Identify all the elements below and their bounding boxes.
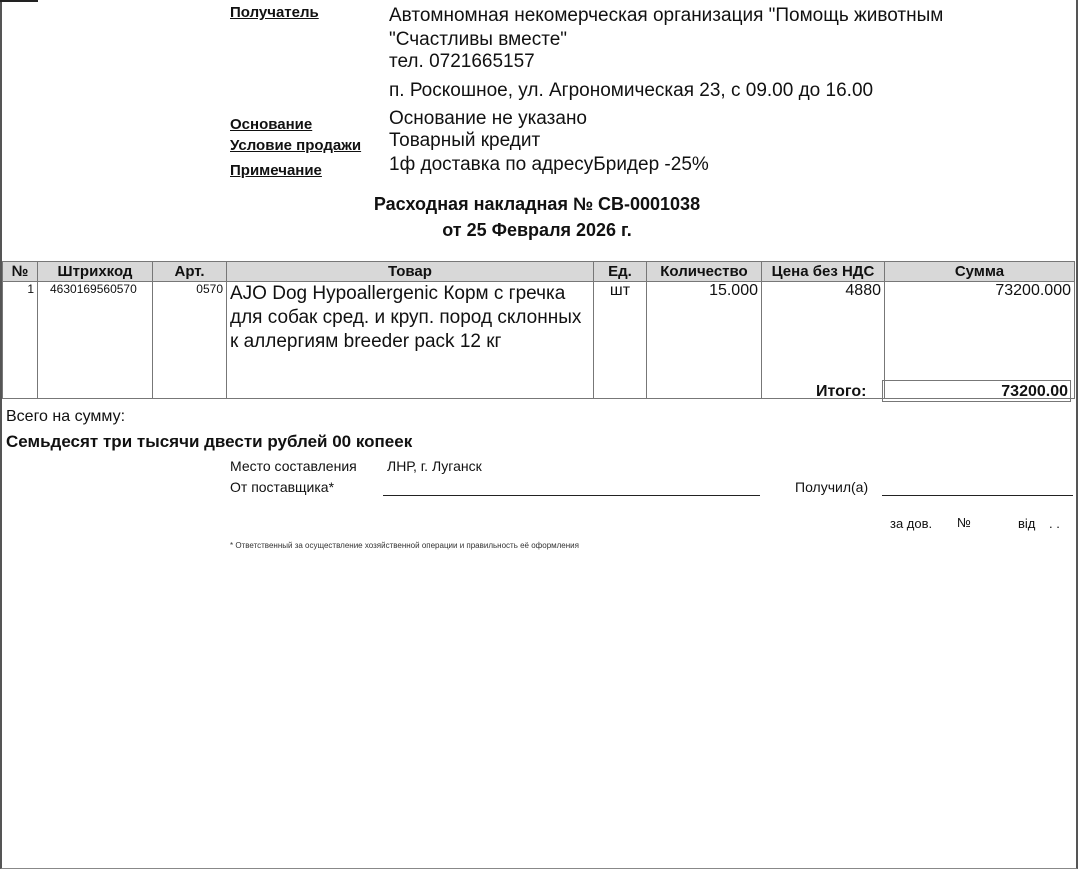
basis-value: Основание не указано [389, 108, 587, 129]
recipient-address: п. Роскошное, ул. Агрономическая 23, с 09.00 до 16.00 [389, 80, 874, 101]
recipient-org-line2: "Счастливы вместе" [389, 29, 568, 50]
footnote: * Ответственный за осуществление хозяйственной операции и правильность её оформления [230, 541, 579, 550]
from-supplier-label: От поставщика* [230, 479, 335, 495]
document-title: Расходная накладная № СВ-0001038 [373, 194, 701, 214]
proxy-za-dov: за дов. [890, 516, 933, 531]
place-value: ЛНР, г. Луганск [387, 458, 482, 474]
received-label: Получил(а) [795, 479, 869, 495]
cell-unit: шт [594, 282, 647, 399]
proxy-vid: від [1018, 516, 1036, 531]
col-header-unit: Ед. [594, 262, 647, 282]
col-header-art: Арт. [153, 262, 227, 282]
place-label: Место составления [230, 458, 357, 474]
supplier-signature-line [383, 495, 760, 496]
basis-label: Основание [230, 116, 313, 133]
proxy-dots: . . [1049, 516, 1060, 531]
received-signature-line [882, 495, 1073, 496]
col-header-sum: Сумма [885, 262, 1075, 282]
recipient-org-line1: Автомномная некомерческая организация "Помощь животным [389, 5, 944, 26]
note-value: 1ф доставка по адресуБридер -25% [389, 154, 709, 175]
amount-in-words: Семьдесят три тысячи двести рублей 00 копеек [6, 432, 413, 451]
recipient-label: Получатель [230, 4, 319, 21]
cell-sum: 73200.000 [885, 282, 1075, 399]
cell-art: 0570 [153, 282, 227, 399]
total-value: 73200.00 [882, 380, 1071, 402]
cell-qty: 15.000 [647, 282, 762, 399]
col-header-num: № [3, 262, 38, 282]
col-header-qty: Количество [647, 262, 762, 282]
document-date: от 25 Февраля 2026 г. [442, 220, 632, 240]
sale-terms-label: Условие продажи [230, 137, 362, 154]
recipient-phone: тел. 0721665157 [389, 51, 535, 72]
cell-goods: AJO Dog Hypoallergenic Корм с гречка для собак сред. и круп. пород склонных к аллергиям breeder pack 12 кг [227, 282, 594, 399]
total-label: Итого: [816, 383, 867, 400]
sale-terms-value: Товарный кредит [389, 130, 541, 151]
col-header-price: Цена без НДС [762, 262, 885, 282]
cell-price: 4880 [762, 282, 885, 399]
items-table [2, 261, 1075, 399]
col-header-barcode: Штрихкод [38, 262, 153, 282]
table-header-row [3, 262, 1075, 282]
col-header-goods: Товар [227, 262, 594, 282]
corner-mark [0, 0, 38, 2]
cell-num: 1 [3, 282, 38, 399]
note-label: Примечание [230, 162, 322, 179]
summary-label: Всего на сумму: [6, 408, 126, 425]
cell-barcode: 4630169560570 [38, 282, 153, 399]
proxy-num: № [957, 515, 971, 530]
